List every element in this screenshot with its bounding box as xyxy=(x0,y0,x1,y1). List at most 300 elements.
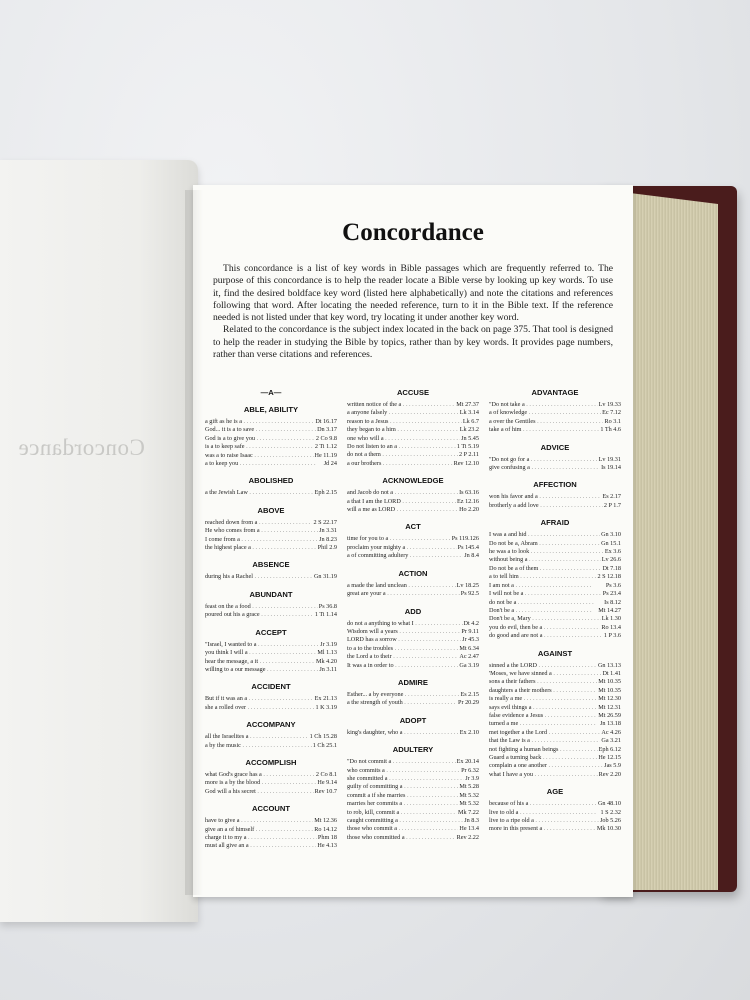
entry-reference: 1 S 2.32 xyxy=(600,808,621,816)
entry-reference: Mt 12.36 xyxy=(314,817,337,825)
entry-row xyxy=(347,443,479,451)
entry-row xyxy=(489,695,621,703)
entry-phrase: not fighting a human beings . . . xyxy=(489,746,598,754)
entry-section xyxy=(205,804,337,851)
entry-reference: Mt 10.35 xyxy=(598,686,621,694)
entry-phrase: "Do not take a . . . xyxy=(489,401,598,409)
entry-reference: 1 P 3.6 xyxy=(603,632,621,640)
entry-row xyxy=(205,826,337,834)
entry-row xyxy=(205,733,337,741)
entry-reference: Ml 1.13 xyxy=(317,649,337,657)
entry-phrase: time for you to a . . . xyxy=(347,535,451,543)
entry-reference: Lv 19.31 xyxy=(598,455,621,463)
entry-reference: Lk 1.30 xyxy=(601,615,621,623)
entry-phrase: during his a Rachel . . . xyxy=(205,573,313,581)
entry-phrase: have to give a . . . xyxy=(205,817,313,825)
entry-row xyxy=(489,531,621,539)
entry-reference: He 9.14 xyxy=(317,779,337,787)
entry-row xyxy=(347,792,479,800)
entry-row xyxy=(489,582,621,590)
entry-reference: Eph 2.15 xyxy=(314,489,337,497)
entry-phrase: Do not listen to an a . . . xyxy=(347,443,456,451)
entry-reference: Mt 26.59 xyxy=(598,711,621,719)
intro-text xyxy=(213,263,613,361)
entry-phrase: reason to a Jesus . . . xyxy=(347,418,462,426)
entry-section xyxy=(205,560,337,581)
keyword-heading: ABLE, ABILITY xyxy=(243,405,299,414)
entry-reference: Jn 3.11 xyxy=(319,665,337,673)
entry-phrase: God is a to give you . . . xyxy=(205,435,315,443)
entry-row xyxy=(489,615,621,623)
entry-phrase: is really a me . . . xyxy=(489,695,597,703)
entry-section xyxy=(205,405,337,468)
entry-reference: Gn 13.13 xyxy=(597,661,621,669)
keyword-heading: ADMIRE xyxy=(398,677,428,687)
entry-row xyxy=(205,573,337,581)
entry-section xyxy=(205,720,337,750)
keyword-heading: ACKNOWLEDGE xyxy=(382,476,444,486)
entry-row xyxy=(347,825,479,833)
entry-row xyxy=(347,498,479,506)
entry-phrase: God... it is a to save . . . xyxy=(205,426,316,434)
entry-phrase: 'Moses, we have sinned a . . . xyxy=(489,670,601,678)
entry-row xyxy=(205,443,337,451)
entry-phrase: is a to keep safe . . . xyxy=(205,443,314,451)
entry-phrase: she a rolled over . . . xyxy=(205,704,315,712)
entry-row xyxy=(347,775,479,783)
entry-reference: Jn 5.45 xyxy=(461,434,479,442)
entry-phrase: Do not be a, Abram . . . xyxy=(489,540,600,548)
entry-reference: Jr 45.3 xyxy=(462,636,479,644)
entry-phrase: false evidence a Jesus . . . xyxy=(489,712,597,720)
entry-phrase: LORD has a sorrow . . . xyxy=(347,636,461,644)
entry-reference: Ex 20.14 xyxy=(456,758,479,766)
entry-phrase: Esther... a by everyone . . . xyxy=(347,691,459,699)
entry-row xyxy=(205,641,337,649)
entry-reference: Jn 8.3 xyxy=(464,817,479,824)
entry-phrase: live to old a . . . xyxy=(489,809,600,817)
entry-row xyxy=(489,670,621,678)
entry-phrase: "Do not go for a . . . xyxy=(489,456,598,464)
keyword-heading: ACCEPT xyxy=(255,627,287,637)
entry-section xyxy=(489,443,621,473)
keyword-heading: ACT xyxy=(405,522,421,532)
entry-reference: Jn 8.23 xyxy=(319,535,337,543)
entry-reference: Jd 24 xyxy=(323,460,337,468)
entry-phrase: a anyone falsely . . . xyxy=(347,409,459,417)
keyword-heading: ACCOMPLISH xyxy=(245,757,297,767)
entry-phrase: commit a if she marries . . . xyxy=(347,792,458,800)
entry-row xyxy=(347,691,479,699)
entry-section xyxy=(489,787,621,834)
entry-row xyxy=(347,409,479,417)
entry-reference: Ga 3.19 xyxy=(459,661,479,669)
entry-reference: Mt 27.37 xyxy=(456,401,479,408)
entry-reference: Ac 4.26 xyxy=(601,728,621,736)
entry-row xyxy=(489,817,621,825)
entry-reference: Job 5.26 xyxy=(600,817,621,825)
entry-phrase: hear the message, a it . . . xyxy=(205,658,315,666)
entry-reference: Dt 4.2 xyxy=(463,619,479,627)
entry-row xyxy=(205,704,337,712)
entry-row xyxy=(347,817,479,825)
entry-row xyxy=(205,544,337,552)
entry-reference: Dt 7.18 xyxy=(602,564,621,572)
entry-row xyxy=(347,544,479,552)
entry-row xyxy=(205,527,337,535)
keyword-heading: ADOPT xyxy=(399,715,427,725)
entry-row xyxy=(347,783,479,791)
entry-section xyxy=(347,388,479,468)
entry-reference: Jas 5.9 xyxy=(604,762,621,770)
entry-reference: Mk 10.30 xyxy=(596,825,621,833)
entry-phrase: she committed a . . . xyxy=(347,775,464,783)
entry-section xyxy=(347,569,479,599)
entry-phrase: "Israel, I wanted to a . . . xyxy=(205,641,319,649)
entry-phrase: a the strength of youth . . . xyxy=(347,699,457,707)
keyword-heading: ABSENCE xyxy=(252,560,290,570)
keyword-heading: AFFECTION xyxy=(533,480,577,490)
entry-phrase: daughters a their mothers . . . xyxy=(489,687,597,695)
entry-phrase: that the Law is a . . . xyxy=(489,737,600,745)
entry-reference: Mk 7.22 xyxy=(458,808,479,816)
entry-row xyxy=(489,746,621,754)
keyword-heading: AGE xyxy=(546,787,564,797)
entry-row xyxy=(489,548,621,556)
entry-reference: 1 Ch 25.1 xyxy=(312,741,337,749)
entry-row xyxy=(489,607,621,615)
entry-reference: Dn 3.17 xyxy=(317,426,337,434)
right-page xyxy=(193,185,633,897)
entry-row xyxy=(489,687,621,695)
entry-reference: Es 2.17 xyxy=(602,493,621,501)
entry-row xyxy=(347,426,479,434)
entry-row xyxy=(489,493,621,501)
entry-section xyxy=(489,649,621,780)
entry-phrase: marries her commits a . . . xyxy=(347,800,458,808)
entry-phrase: charge it to my a . . . xyxy=(205,834,317,842)
entry-row xyxy=(347,800,479,808)
entry-reference: Gn 48.10 xyxy=(597,800,621,808)
entry-reference: Lk 6.7 xyxy=(462,417,479,425)
entry-phrase: complain a one another . . . xyxy=(489,762,603,770)
entry-reference: He 11.19 xyxy=(314,451,337,459)
intro-paragraph: Related to the concordance is the subject index located in the back on page 375. That tool is designed to help the reader in studying the Bible by topics, rather than by key words. It provides page numbers, rather than verse citations and references. xyxy=(213,324,613,361)
entry-phrase: all the Israelites a . . . xyxy=(205,733,309,741)
entry-section xyxy=(347,476,479,514)
column-1 xyxy=(205,385,337,859)
entry-row xyxy=(489,771,621,779)
entry-section xyxy=(205,628,337,675)
entry-row xyxy=(489,809,621,817)
entry-reference: Pr 20.29 xyxy=(458,699,479,707)
entry-phrase: must all give an a . . . xyxy=(205,842,316,850)
entry-reference: Es 2.15 xyxy=(460,690,479,698)
entry-row xyxy=(347,418,479,426)
entry-phrase: more is a by the blood . . . xyxy=(205,779,316,787)
column-2 xyxy=(347,385,479,850)
entry-section xyxy=(489,388,621,435)
entry-phrase: take a of him . . . xyxy=(489,426,599,434)
entry-reference: Ps 23.4 xyxy=(602,590,621,598)
entry-reference: Ps 36.8 xyxy=(318,602,337,610)
entry-reference: Pr 6.32 xyxy=(461,766,479,774)
keyword-heading: ACCOMPANY xyxy=(246,720,296,730)
entry-phrase: was a to raise Isaac . . . xyxy=(205,452,314,460)
entry-phrase: met together a the Lord . . . xyxy=(489,729,600,737)
entry-row xyxy=(347,758,479,766)
entry-row xyxy=(489,401,621,409)
entry-phrase: sons a their fathers . . . xyxy=(489,678,597,686)
entry-reference: He 13.4 xyxy=(459,825,479,833)
entry-row xyxy=(489,704,621,712)
entry-row xyxy=(347,582,479,590)
keyword-heading: —A— xyxy=(260,388,282,397)
entry-row xyxy=(489,712,621,720)
entry-phrase: Don't be a, Mary . . . xyxy=(489,615,601,623)
entry-phrase: those who commit a . . . xyxy=(347,825,458,833)
entry-row xyxy=(347,460,479,468)
entry-phrase: guilty of committing a . . . xyxy=(347,783,458,791)
entry-reference: Dt 1.41 xyxy=(602,669,621,677)
entry-section xyxy=(347,716,479,737)
entry-row xyxy=(489,762,621,770)
entry-reference: Mk 4.20 xyxy=(316,657,337,665)
entry-phrase: says evil things a . . . xyxy=(489,704,597,712)
entry-phrase: you do evil, then be a . . . xyxy=(489,624,600,632)
entry-reference: 1 Ti 5.19 xyxy=(456,443,479,451)
entry-reference: Ex 3.6 xyxy=(604,548,621,556)
entry-phrase: I was a and hid . . . xyxy=(489,531,600,539)
entry-reference: Mt 5.32 xyxy=(459,791,479,799)
entry-reference: Ro 3.1 xyxy=(604,417,621,425)
entry-row xyxy=(347,767,479,775)
entry-reference: Rev 2.22 xyxy=(456,833,479,841)
entry-row xyxy=(347,653,479,661)
entry-phrase: He who comes from a . . . xyxy=(205,527,318,535)
concordance-columns xyxy=(205,385,625,885)
entry-reference: Jn 8.4 xyxy=(464,552,479,560)
entry-reference: Lv 19.33 xyxy=(598,401,621,408)
entry-reference: Mt 14.27 xyxy=(598,606,621,614)
entry-row xyxy=(205,817,337,825)
entry-section xyxy=(205,506,337,553)
entry-phrase: more in this present a . . . xyxy=(489,825,596,833)
entry-reference: Is 63.16 xyxy=(459,489,479,497)
entry-reference: Ex 2.10 xyxy=(459,728,479,736)
entry-phrase: do not a anything to what I . . . xyxy=(347,620,463,628)
entry-phrase: do good and are not a . . . xyxy=(489,632,603,640)
entry-reference: Rev 12.10 xyxy=(453,459,479,467)
entry-reference: Ez 12.16 xyxy=(457,497,479,505)
entry-row xyxy=(205,666,337,674)
entry-section xyxy=(347,607,479,670)
entry-phrase: won his favor and a . . . xyxy=(489,493,601,501)
entry-row xyxy=(205,611,337,619)
entry-phrase: a to tell him . . . xyxy=(489,573,596,581)
entry-row xyxy=(489,624,621,632)
intro-paragraph: This concordance is a list of key words in Bible passages which are frequently referred to. The purpose of this concordance is to help the reader locate a Bible verse by looking up key words. To use it, find the desired boldface key word (listed here alphabetically) and note the citations and references following that word. After locating the needed reference, turn to it in the Bible text. If the reference needed is not listed under that key word, try locating it under another key word. xyxy=(213,263,613,324)
keyword-heading: ACCIDENT xyxy=(251,682,291,692)
entry-reference: Ro 13.4 xyxy=(601,623,621,631)
entry-reference: Is 19.14 xyxy=(601,464,621,472)
keyword-heading: ADD xyxy=(404,606,422,616)
entry-reference: Ga 3.21 xyxy=(601,737,621,745)
entry-reference: Ps 119.126 xyxy=(451,535,479,543)
entry-phrase: to rob, kill, commit a . . . xyxy=(347,809,457,817)
entry-phrase: one who will a . . . xyxy=(347,435,460,443)
entry-phrase: who commits a . . . xyxy=(347,767,460,775)
entry-phrase: he was a to look . . . xyxy=(489,548,604,556)
entry-phrase: brotherly a add love . . . xyxy=(489,502,603,510)
entry-phrase: a the Jewish Law . . . xyxy=(205,489,314,497)
keyword-heading: ABOLISHED xyxy=(248,476,294,486)
entry-reference: Lv 26.6 xyxy=(601,556,621,564)
entry-section xyxy=(347,678,479,708)
entry-phrase: a gift as he is a . . . xyxy=(205,418,314,426)
entry-reference: He 12.15 xyxy=(598,754,621,761)
entry-phrase: "Do not commit a . . . xyxy=(347,758,456,766)
entry-reference: Jr 3.19 xyxy=(320,640,337,648)
entry-reference: Gn 3.10 xyxy=(601,531,621,539)
entry-row xyxy=(489,409,621,417)
entry-reference: 2 Ti 1.12 xyxy=(314,443,337,451)
entry-phrase: those who committed a . . . xyxy=(347,834,456,842)
entry-phrase: Guard a turning back . . . xyxy=(489,754,597,762)
entry-row xyxy=(347,451,479,459)
entry-row xyxy=(205,658,337,666)
entry-reference: 1 Th 4.6 xyxy=(600,426,621,434)
entry-phrase: what I have a you . . . xyxy=(489,771,598,779)
entry-reference: Eph 6.12 xyxy=(598,745,621,753)
left-page xyxy=(0,160,198,922)
entry-reference: He 4.13 xyxy=(317,842,337,850)
entry-row xyxy=(489,556,621,564)
entry-reference: 2 P 1.7 xyxy=(603,501,621,509)
entry-reference: Lv 18.25 xyxy=(456,581,479,589)
entry-reference: 2 Co 8.1 xyxy=(315,770,337,778)
entry-row xyxy=(489,825,621,833)
entry-row xyxy=(489,418,621,426)
entry-phrase: Do not be a of them . . . xyxy=(489,565,601,573)
entry-reference: Lk 3.14 xyxy=(459,409,479,417)
entry-row xyxy=(489,737,621,745)
keyword-heading: ADULTERY xyxy=(392,745,434,755)
entry-row xyxy=(205,834,337,842)
entry-phrase: the Lord a to their . . . xyxy=(347,653,458,661)
entry-row xyxy=(489,540,621,548)
entry-phrase: they began to a him . . . xyxy=(347,426,459,434)
entry-row xyxy=(205,649,337,657)
entry-row xyxy=(205,489,337,497)
entry-phrase: willing to a our message . . . xyxy=(205,666,318,674)
entry-phrase: a that I am the LORD . . . xyxy=(347,498,456,506)
entry-row xyxy=(489,565,621,573)
entry-row xyxy=(347,809,479,817)
entry-phrase: Don't be a . . . xyxy=(489,607,597,615)
entry-reference: Ec 7.12 xyxy=(602,409,621,417)
entry-reference: Is 8.12 xyxy=(604,598,621,606)
entry-reference: Ex 21.13 xyxy=(314,695,337,703)
entry-row xyxy=(205,426,337,434)
entry-phrase: But if it was an a . . . xyxy=(205,695,314,703)
entry-reference: Ho 2.20 xyxy=(459,506,479,514)
entry-reference: Ro 14.12 xyxy=(314,825,337,833)
entry-section xyxy=(489,480,621,510)
left-page-bleed-text: Concordance xyxy=(18,435,145,460)
entry-reference: Rev 10.7 xyxy=(314,787,337,795)
entry-reference: 2 S 12.18 xyxy=(597,573,621,581)
entry-reference: 1 Ch 15.28 xyxy=(309,733,337,741)
entry-row xyxy=(205,536,337,544)
entry-phrase: what God's grace has a . . . xyxy=(205,771,315,779)
entry-section xyxy=(205,388,337,397)
entry-phrase: will a me as LORD . . . xyxy=(347,506,458,514)
entry-row xyxy=(347,435,479,443)
entry-row xyxy=(205,771,337,779)
entry-reference: Jr 3.9 xyxy=(465,774,479,782)
keyword-heading: ACCUSE xyxy=(396,388,430,397)
entry-row xyxy=(347,628,479,636)
entry-row xyxy=(489,502,621,510)
entry-row xyxy=(489,464,621,472)
entry-section xyxy=(205,476,337,497)
entry-reference: Mt 12.31 xyxy=(598,703,621,711)
entry-phrase: reached down from a . . . xyxy=(205,519,312,527)
entry-reference: Mt 5.32 xyxy=(459,800,479,808)
entry-phrase: a made the land unclean . . . xyxy=(347,582,456,590)
entry-section xyxy=(205,758,337,796)
entry-row xyxy=(205,418,337,426)
entry-reference: Ac 2.47 xyxy=(459,653,479,661)
entry-phrase: I come from a . . . xyxy=(205,536,318,544)
column-3 xyxy=(489,385,621,842)
entry-row xyxy=(347,729,479,737)
entry-phrase: do not be a . . . xyxy=(489,599,603,607)
entry-row xyxy=(489,632,621,640)
entry-row xyxy=(489,720,621,728)
entry-phrase: It was a in order to . . . xyxy=(347,662,458,670)
entry-reference: 2 S 22.17 xyxy=(313,518,337,526)
entry-row xyxy=(205,452,337,460)
entry-reference: Jn 3.31 xyxy=(319,527,337,535)
entry-row xyxy=(347,636,479,644)
entry-phrase: and Jacob do not a . . . xyxy=(347,489,458,497)
keyword-heading: ACCOUNT xyxy=(252,804,290,814)
entry-row xyxy=(347,834,479,842)
entry-phrase: I will not be a . . . xyxy=(489,590,602,598)
entry-row xyxy=(347,662,479,670)
entry-reference: Rev 2.20 xyxy=(598,770,621,778)
entry-row xyxy=(347,552,479,560)
entry-phrase: a of committing adultery . . . xyxy=(347,552,463,560)
page-title: Concordance xyxy=(342,219,484,246)
entry-phrase: king's daughter, who a . . . xyxy=(347,729,459,737)
entry-phrase: a of knowledge . . . xyxy=(489,409,601,417)
entry-row xyxy=(347,620,479,628)
entry-reference: Lk 23.2 xyxy=(459,426,479,434)
entry-row xyxy=(347,401,479,409)
entry-phrase: feast on the a food . . . xyxy=(205,603,318,611)
entry-phrase: without being a . . . xyxy=(489,556,601,564)
entry-phrase: you think I will a . . . xyxy=(205,649,316,657)
entry-reference: Gn 15.1 xyxy=(601,539,621,547)
entry-row xyxy=(205,460,337,468)
entry-section xyxy=(205,590,337,620)
entry-phrase: live to a ripe old a . . . xyxy=(489,817,599,825)
entry-section xyxy=(205,682,337,712)
entry-reference: Ps 145.4 xyxy=(457,543,479,551)
